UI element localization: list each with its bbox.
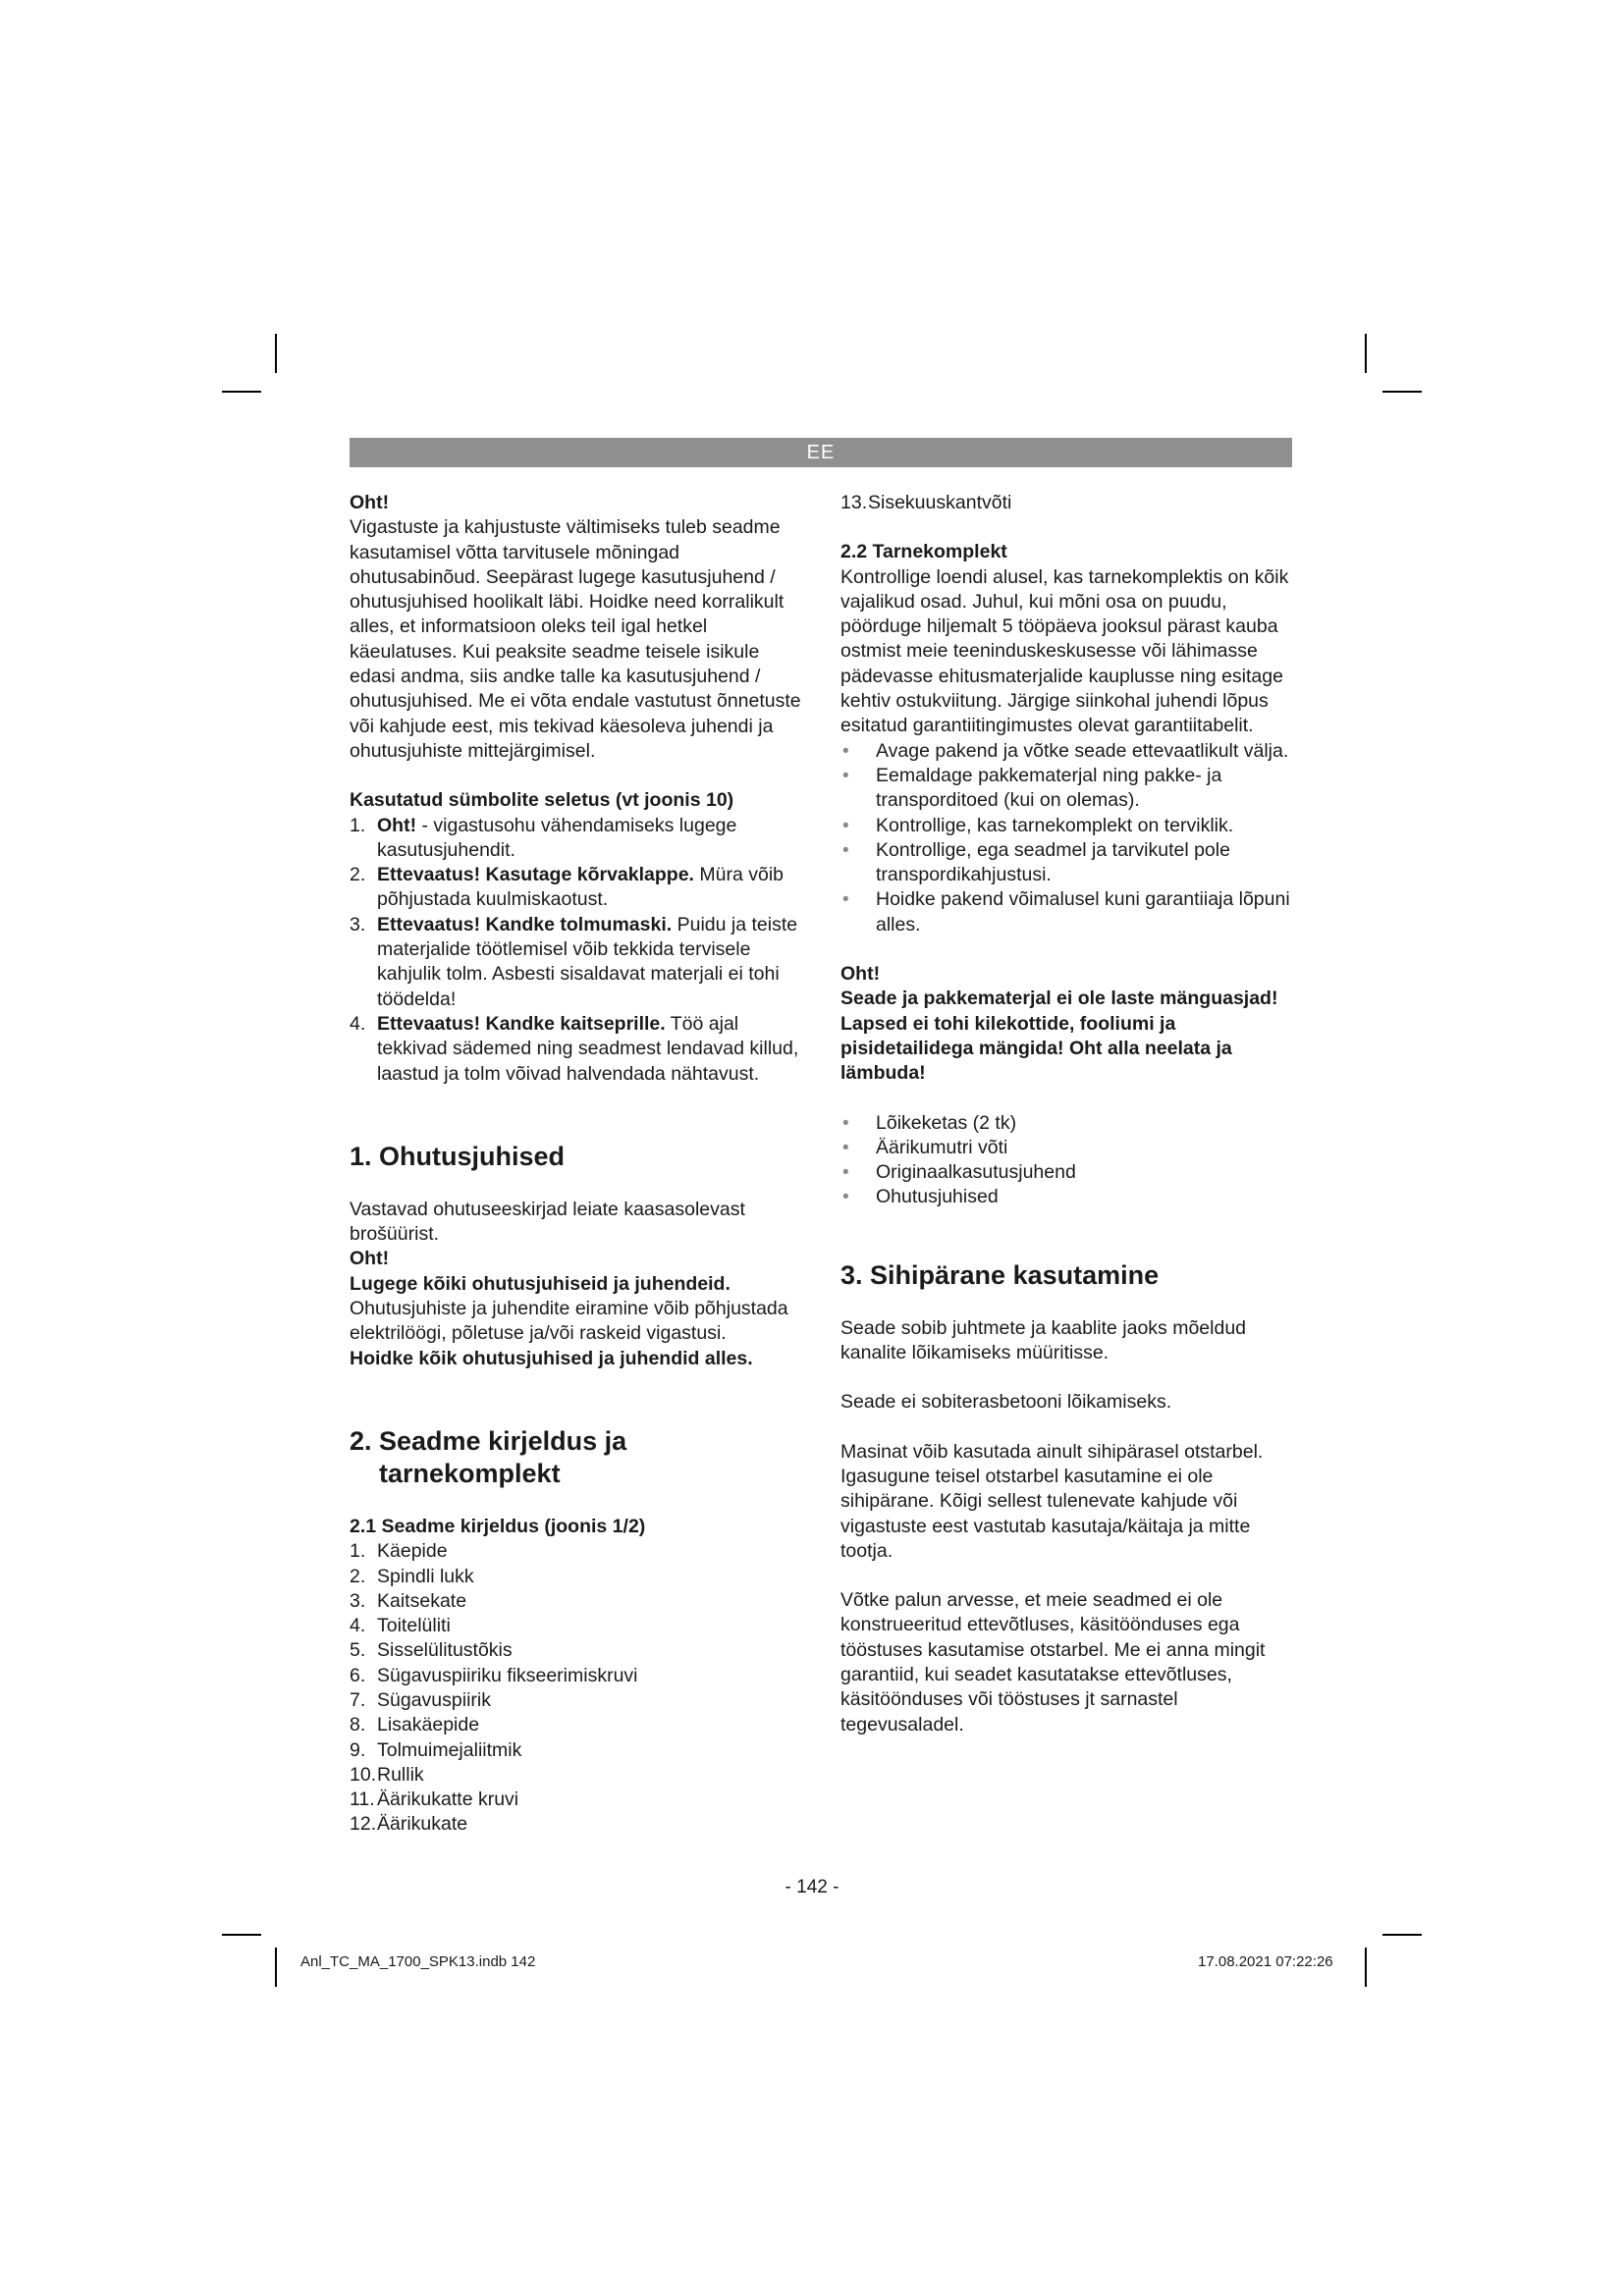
- list-item: • Hoidke pakend võimalusel kuni garantiiaja lõpuni alles.: [840, 887, 1292, 937]
- delivery-contents-list: [840, 1111, 1292, 1210]
- warning-text: Vigastuste ja kahjustuste vältimiseks tuleb seadme kasutamisel võtta tarvitusele mõningad ohutusabinõud. Seepärast lugege kasutusjuhend / ohutusjuhised hoolikalt läbi. Hoidke need korralikult alles, et informatsioon oleks teil igal hetkel käeulatuses. Kui peaksite seadme teisele isikule edasi andma, siis andke talle ka kasutusjuhend / ohutusjuhised. Me ei võta endale vastutust õnnetuste või kahjude eest, mis tekivad käesoleva juhendi ja ohutusjuhiste mittejärgimisel.: [350, 516, 801, 762]
- file-slug: Anl_TC_MA_1700_SPK13.indb 142: [300, 1953, 536, 1970]
- section-1-text: Vastavad ohutuseeskirjad leiate kaasasolevast brošüürist.: [350, 1198, 745, 1246]
- left-column: [350, 491, 801, 1838]
- section-3-paragraph: Masinat võib kasutada ainult sihipärasel otstarbel. Igasugune teisel otstarbel kasutamine ei ole sihipärane. Kõigi sellest tulenevate kahjude või vigastuste eest vastutab kasutaja/käitaja ja mitte tootja.: [840, 1440, 1264, 1562]
- list-item: • Originaalkasutusjuhend: [840, 1160, 1292, 1185]
- symbol-item: 1. Oht! - vigastusohu vähendamiseks lugege kasutusjuhendit.: [350, 814, 737, 861]
- part-item: 2. Spindli lukk: [350, 1565, 474, 1587]
- warning-title: Oht!: [350, 492, 390, 513]
- page-number: - 142 -: [785, 1877, 839, 1897]
- parts-list: [350, 1539, 801, 1838]
- list-item: • Kontrollige, ega seadmel ja tarvikutel pole transpordikahjustusi.: [840, 838, 1292, 888]
- crop-mark: [275, 334, 277, 373]
- language-header-bar: [350, 438, 1292, 467]
- symbols-list: [350, 814, 801, 1087]
- part-item: 7. Sügavuspiirik: [350, 1688, 491, 1711]
- section-1-heading: 1. Ohutusjuhised: [350, 1141, 566, 1171]
- section-2-1-heading: 2.1 Seadme kirjeldus (joonis 1/2): [350, 1515, 646, 1537]
- part-item: 5. Sisselülitustõkis: [350, 1639, 513, 1662]
- part-item: 1. Käepide: [350, 1540, 448, 1563]
- part-item: 4. Toitelüliti: [350, 1615, 451, 1637]
- part-item: 10. Rullik: [350, 1763, 424, 1786]
- list-item: • Kontrollige, kas tarnekomplekt on terviklik.: [840, 814, 1292, 838]
- section-2-2-heading: 2.2 Tarnekomplekt: [840, 541, 1007, 563]
- part-item: 11. Äärikukatte kruvi: [350, 1789, 519, 1811]
- symbol-item: 2. Ettevaatus! Kasutage kõrvaklappe. Müra võib põhjustada kuulmiskaotust.: [350, 864, 785, 911]
- parts-list-continued: [840, 491, 1292, 515]
- symbols-heading: Kasutatud sümbolite seletus (vt joonis 10): [350, 789, 734, 812]
- section-3-paragraph: Seade ei sobiterasbetooni lõikamiseks.: [840, 1391, 1172, 1414]
- section-1-bold-line: Lugege kõiki ohutusjuhiseid ja juhendeid.: [350, 1272, 731, 1295]
- section-1-bold-line-2: Hoidke kõik ohutusjuhised ja juhendid alles.: [350, 1347, 753, 1369]
- section-3-paragraph: Seade sobib juhtmete ja kaablite jaoks mõeldud kanalite lõikamiseks müüritisse.: [840, 1316, 1247, 1364]
- right-column: [840, 491, 1292, 1737]
- section-2-heading: 2. Seadme kirjeldus ja tarnekomplekt: [350, 1425, 627, 1488]
- list-item: • Äärikumutri võti: [840, 1136, 1292, 1160]
- section-3-paragraph: Võtke palun arvesse, et meie seadmed ei ole konstrueeritud ettevõtluses, käsitöönduses ega tööstuses kasutamise otstarbel. Me ei anna mingit garantiid, kui seadet kasutatakse ettevõtluses, käsitöönduses või tööstuses jt sarnastel tegevusaladel.: [840, 1589, 1266, 1735]
- unpacking-steps-list: [840, 739, 1292, 937]
- print-timestamp: 17.08.2021 07:22:26: [1198, 1953, 1333, 1970]
- crop-mark: [1365, 1948, 1367, 1987]
- language-code: EE: [806, 442, 836, 463]
- crop-mark: [1382, 391, 1422, 393]
- list-item: • Lõikeketas (2 tk): [840, 1111, 1292, 1136]
- crop-mark: [275, 1948, 277, 1987]
- symbol-item: 3. Ettevaatus! Kandke tolmumaski. Puidu ja teiste materjalide töötlemisel võib tekkida tervisele kahjulik tolm. Asbesti sisaldavat materjali ei tohi töödelda!: [350, 913, 798, 1010]
- section-1-warning-title: Oht!: [350, 1248, 390, 1270]
- part-item: 6. Sügavuspiiriku fikseerimiskruvi: [350, 1664, 638, 1686]
- list-item: • Eemaldage pakkematerjal ning pakke- ja transporditoed (kui on olemas).: [840, 764, 1292, 814]
- part-item: 12. Äärikukate: [350, 1813, 468, 1836]
- section-1-text-2: Ohutusjuhiste ja juhendite eiramine võib põhjustada elektrilöögi, põletuse ja/või raskeid vigastusi.: [350, 1298, 788, 1345]
- part-item: 13. Sisekuuskantvõti: [840, 492, 1012, 513]
- section-3-heading: 3. Sihipärane kasutamine: [840, 1259, 1160, 1290]
- part-item: 3. Kaitsekate: [350, 1589, 467, 1612]
- list-item: • Ohutusjuhised: [840, 1185, 1292, 1209]
- warning-title: Oht!: [840, 963, 881, 986]
- part-item: 8. Lisakäepide: [350, 1714, 480, 1736]
- list-item: • Avage pakend ja võtke seade ettevaatlikult välja.: [840, 739, 1292, 764]
- symbol-item: 4. Ettevaatus! Kandke kaitseprille. Töö ajal tekkivad sädemed ning seadmest lendavad killud, laastud ja tolm võivad halvendada nähtavust.: [350, 1012, 799, 1085]
- crop-mark: [1365, 334, 1367, 373]
- warning-text: Seade ja pakkematerjal ei ole laste mänguasjad! Lapsed ei tohi kilekottide, fooliumi ja pisidetailidega mängida! Oht alla neelata ja lämbuda!: [840, 988, 1278, 1085]
- section-2-2-text: Kontrollige loendi alusel, kas tarnekomplektis on kõik vajalikud osad. Juhul, kui mõni osa on puudu, pöörduge hiljemalt 5 tööpäeva jooksul pärast kauba ostmist meie teeninduskeskusesse või lähimasse pädevasse ehitusmaterjalide kauplusse ning esitage kehtiv ostukviitung. Järgige siinkohal juhendi lõpus esitatud garantiitingimustes olevat garantiitabelit.: [840, 565, 1289, 737]
- crop-mark: [222, 391, 261, 393]
- part-item: 9. Tolmuimejaliitmik: [350, 1738, 522, 1761]
- crop-mark: [222, 1934, 261, 1936]
- crop-mark: [1382, 1934, 1422, 1936]
